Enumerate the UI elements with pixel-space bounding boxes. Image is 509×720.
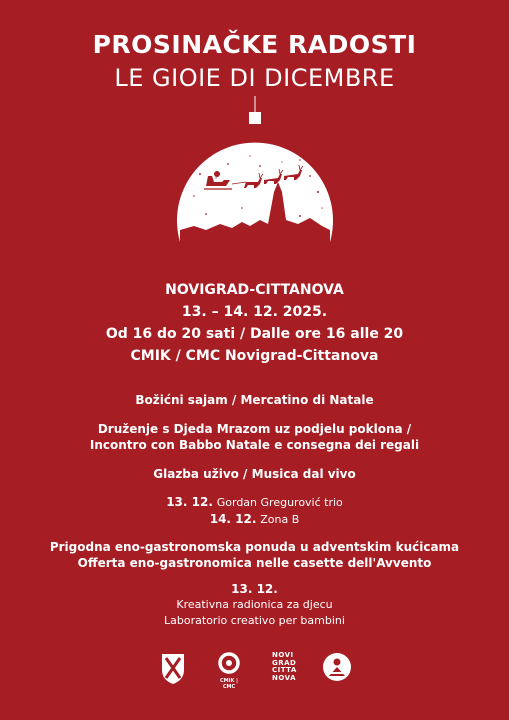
cmik-circle-icon (218, 652, 240, 674)
workshop-date: 13. 12. (231, 582, 278, 596)
program-fair: Božićni sajam / Mercatino di Natale (135, 393, 374, 407)
workshop-hr: Kreativna radionica za djecu (176, 598, 333, 611)
novigrad-logo-line-4: NOVA (272, 673, 296, 682)
cmik-logo (214, 652, 244, 690)
gig1-date: 13. 12. (166, 495, 213, 509)
novigrad-logo-line-2: GRAD (272, 658, 297, 667)
novigrad-logo-line-1: NOVI (272, 651, 294, 659)
cmik-logo-text: CMIK | CMC (220, 678, 238, 690)
coat-of-arms-icon (160, 652, 186, 686)
program-food-it: Offerta eno-gastronomica nelle casette dell'Avvento (77, 556, 432, 570)
gig2-date: 14. 12. (209, 512, 257, 526)
poster-title-italian: LE GIOIE DI DICEMBRE (114, 64, 395, 92)
program-santa-hr: Druženje s Djeda Mrazom uz podjelu poklona / (97, 422, 412, 436)
program-music: Glazba uživo / Musica dal vivo (153, 467, 356, 481)
program-workshop (0, 581, 509, 629)
gig-row-2 (0, 511, 509, 528)
christmas-ornament-illustration (150, 96, 360, 276)
event-details (0, 279, 509, 367)
program-santa (0, 421, 509, 453)
program-food (0, 539, 509, 571)
sponsor-logos (0, 652, 509, 700)
program-santa-it: Incontro con Babbo Natale e consegna dei regali (89, 438, 420, 452)
workshop-it: Laboratorio creativo per bambini (164, 614, 345, 627)
event-time: Od 16 do 20 sati / Dalle ore 16 alle 20 (105, 326, 404, 342)
novigrad-logo-line-3: CITTA (272, 666, 297, 674)
gig2-name: Zona B (260, 513, 300, 526)
program-food-hr: Prigodna eno-gastronomska ponuda u adventskim kućicama (49, 540, 460, 554)
program-gigs (0, 494, 509, 528)
gig1-name: Gordan Gregurović trio (216, 496, 343, 509)
ornament-cap (249, 112, 261, 124)
poster-title-croatian: PROSINAČKE RADOSTI (92, 30, 417, 59)
event-place: NOVIGRAD-CITTANOVA (165, 282, 344, 298)
event-dates: 13. – 14. 12. 2025. (181, 304, 328, 320)
gig-row-1 (0, 494, 509, 511)
novigrad-logo (272, 652, 297, 682)
round-emblem-icon (322, 652, 352, 682)
event-venue: CMIK / CMC Novigrad-Cittanova (130, 348, 379, 364)
